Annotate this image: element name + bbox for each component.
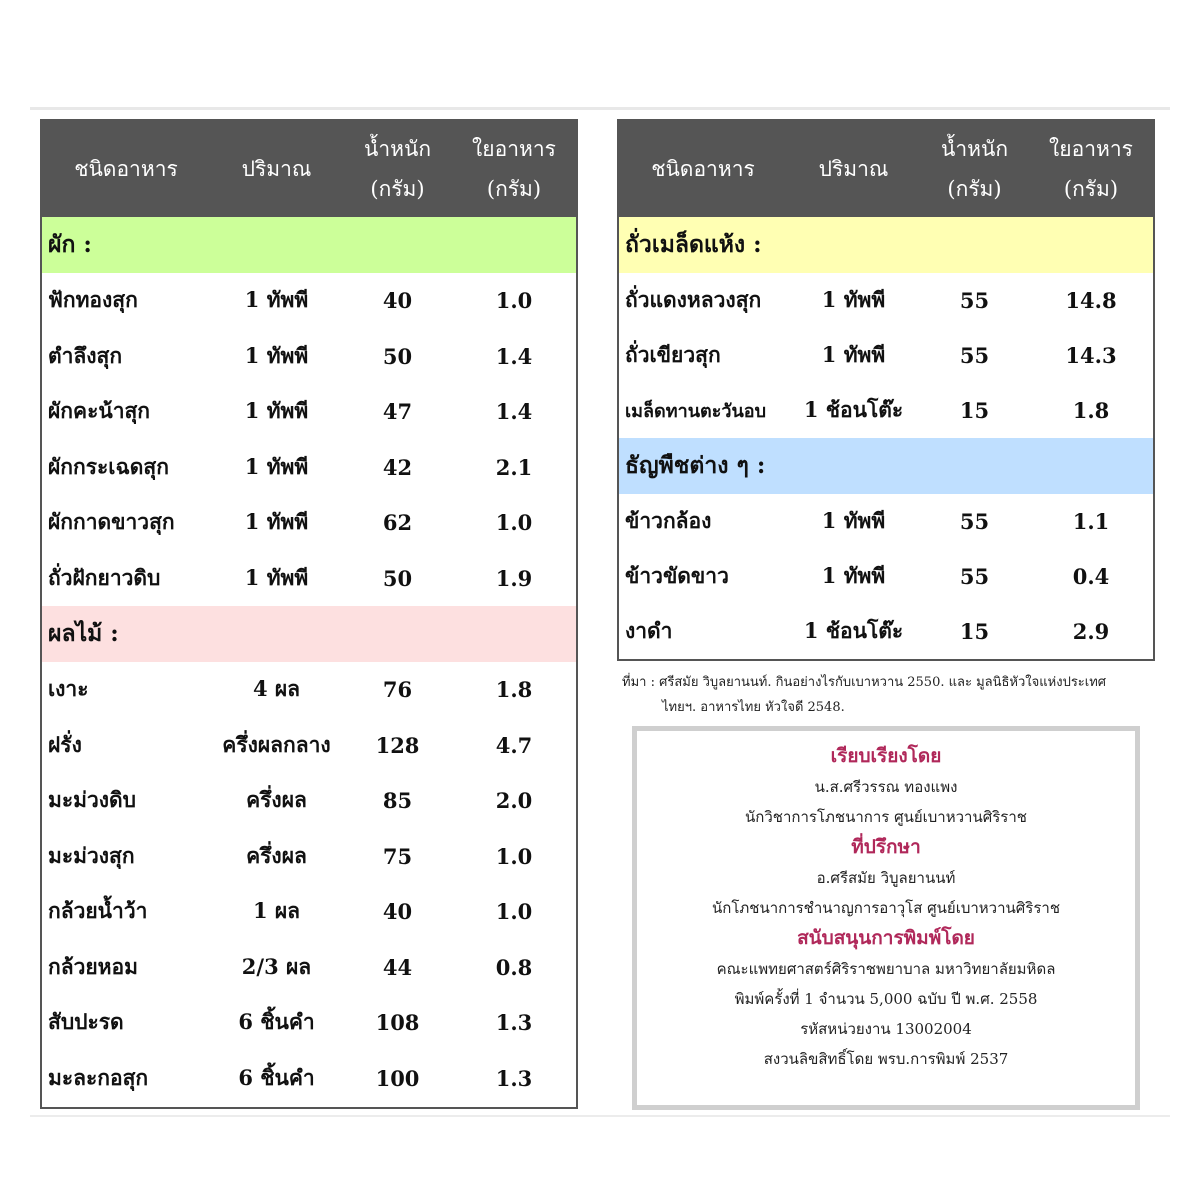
cell-amount: 6 ชิ้นคำ <box>238 1064 315 1090</box>
cell-amount: 1 ทัพพี <box>821 508 886 533</box>
cell-fiber: 1.8 <box>1072 398 1110 423</box>
cell-weight: 50 <box>382 565 413 591</box>
advisor-heading: ที่ปรึกษา <box>851 836 921 858</box>
table-row <box>42 884 576 940</box>
cell-fiber: 2.1 <box>495 454 533 480</box>
cell-weight: 128 <box>375 732 420 758</box>
header-weight-line2: (กรัม) <box>370 177 425 201</box>
cell-fiber: 1.0 <box>495 510 533 536</box>
cell-weight: 76 <box>382 677 413 703</box>
cell-weight: 15 <box>959 398 990 423</box>
cell-amount: 1 ทัพพี <box>821 563 886 588</box>
header-weight-line1: น้ำหนัก <box>363 137 432 161</box>
cell-food: ผักคะน้าสุก <box>48 398 151 424</box>
cell-food: เงาะ <box>48 676 89 702</box>
header-fiber <box>452 121 576 217</box>
cell-fiber: 1.0 <box>495 843 533 869</box>
cell-fiber: 0.4 <box>1072 564 1110 589</box>
cell-food: ถั่วฝักยาวดิบ <box>48 564 161 590</box>
table-row <box>42 829 576 885</box>
cell-amount: 2/3 ผล <box>241 953 312 979</box>
cell-fiber: 2.9 <box>1072 619 1110 644</box>
compiled-by-heading: เรียบเรียงโดย <box>830 745 942 767</box>
cell-weight: 47 <box>382 399 413 425</box>
cell-food: ฟักทองสุก <box>48 287 138 313</box>
header-amount: ปริมาณ <box>818 157 889 181</box>
cell-weight: 55 <box>959 343 990 368</box>
cell-weight: 50 <box>382 343 413 369</box>
table-row <box>42 440 576 496</box>
header-fiber-line1: ใยอาหาร <box>472 137 556 161</box>
cell-fiber: 1.4 <box>495 343 533 369</box>
table-header <box>42 121 576 217</box>
bottom-divider <box>30 1115 1170 1117</box>
table-row <box>619 604 1153 659</box>
cell-fiber: 1.9 <box>495 565 533 591</box>
table-row <box>42 329 576 385</box>
cell-fiber: 1.8 <box>495 677 533 703</box>
credits-box <box>632 726 1140 1110</box>
cell-weight: 75 <box>382 843 413 869</box>
table-row <box>619 549 1153 604</box>
cell-fiber: 1.0 <box>495 899 533 925</box>
cell-food: ผักกระเฉดสุก <box>48 453 169 479</box>
cell-amount: 1 ทัพพี <box>244 398 309 424</box>
cell-fiber: 14.8 <box>1065 288 1117 313</box>
header-food: ชนิดอาหาร <box>74 157 178 181</box>
cell-weight: 55 <box>959 288 990 313</box>
table-row <box>42 773 576 829</box>
cell-food: กล้วยหอม <box>48 953 138 979</box>
cell-weight: 55 <box>959 564 990 589</box>
cell-food: เมล็ดทานตะวันอบ <box>625 401 767 422</box>
cell-amount: 1 ทัพพี <box>244 342 309 368</box>
cell-amount: ครึ่งผลกลาง <box>222 731 331 757</box>
header-fiber-line1: ใยอาหาร <box>1049 137 1133 161</box>
cell-food: ฝรั่ง <box>48 731 82 757</box>
cell-weight: 42 <box>382 454 413 480</box>
table-row <box>619 328 1153 383</box>
table-row <box>619 494 1153 549</box>
cell-weight: 44 <box>382 954 413 980</box>
cell-fiber: 0.8 <box>495 954 533 980</box>
fiber-table-left <box>40 119 578 1109</box>
table-row <box>42 662 576 718</box>
cell-food: ข้าวขัดขาว <box>625 563 729 588</box>
cell-fiber: 1.3 <box>495 1065 533 1091</box>
cell-food: มะม่วงสุก <box>48 842 135 868</box>
source-line-1: ที่มา : ศรีสมัย วิบูลยานนท์. กินอย่างไรกับเบาหวาน 2550. และ มูลนิธิหัวใจแห่งประเทศ <box>622 675 1107 690</box>
table-row <box>42 1051 576 1107</box>
cell-amount: 1 ช้อนโต๊ะ <box>803 397 904 422</box>
table-row <box>619 273 1153 328</box>
cell-weight: 85 <box>382 788 413 814</box>
compiled-role: นักวิชาการโภชนาการ ศูนย์เบาหวานศิริราช <box>745 808 1027 826</box>
cell-amount: 1 ทัพพี <box>244 509 309 535</box>
table-row <box>42 384 576 440</box>
cell-food: ถั่วเขียวสุก <box>625 342 721 367</box>
cell-amount: ครึ่งผล <box>246 842 307 868</box>
header-weight <box>343 121 452 217</box>
header-fiber <box>1029 121 1153 217</box>
cell-food: กล้วยน้ำว้า <box>48 898 148 924</box>
source-note <box>622 670 1142 720</box>
cell-food: งาดำ <box>625 618 673 643</box>
cell-fiber: 1.4 <box>495 399 533 425</box>
header-weight-line1: น้ำหนัก <box>940 137 1009 161</box>
print-info: พิมพ์ครั้งที่ 1 จำนวน 5,000 ฉบับ ปี พ.ศ. 2558 <box>734 990 1038 1008</box>
cell-amount: 1 ทัพพี <box>821 287 886 312</box>
copyright: สงวนลิขสิทธิ์โดย พรบ.การพิมพ์ 2537 <box>763 1050 1009 1068</box>
cell-food: ผักกาดขาวสุก <box>48 509 175 535</box>
cell-fiber: 4.7 <box>495 732 533 758</box>
table-row <box>619 383 1153 438</box>
cell-amount: 4 ผล <box>252 676 301 702</box>
top-divider <box>30 107 1170 110</box>
table-row <box>42 995 576 1051</box>
table-row <box>42 940 576 996</box>
table-row <box>42 273 576 329</box>
cell-amount: ครึ่งผล <box>246 787 307 813</box>
cell-weight: 55 <box>959 509 990 534</box>
cell-food: ตำลึงสุก <box>48 342 123 368</box>
cell-fiber: 14.3 <box>1065 343 1117 368</box>
cell-weight: 40 <box>382 288 413 314</box>
header-amount: ปริมาณ <box>241 157 312 181</box>
cell-weight: 15 <box>959 619 990 644</box>
cell-food: ถั่วแดงหลวงสุก <box>625 287 762 312</box>
header-fiber-line2: (กรัม) <box>486 177 542 201</box>
table-row <box>42 551 576 607</box>
source-line-2: ไทยฯ. อาหารไทย หัวใจดี 2548. <box>662 700 845 715</box>
section-vegetables: ผัก : <box>42 217 576 273</box>
cell-food: มะม่วงดิบ <box>48 787 136 813</box>
fiber-table-right <box>617 119 1155 661</box>
cell-weight: 100 <box>375 1065 420 1091</box>
cell-fiber: 1.3 <box>495 1010 533 1036</box>
cell-food: มะละกอสุก <box>48 1064 149 1090</box>
cell-amount: 1 ทัพพี <box>821 342 886 367</box>
cell-amount: 1 ทัพพี <box>244 564 309 590</box>
cell-amount: 1 ช้อนโต๊ะ <box>803 618 904 643</box>
table-header <box>619 121 1153 217</box>
cell-fiber: 1.0 <box>495 288 533 314</box>
header-weight-line2: (กรัม) <box>947 177 1002 201</box>
cell-weight: 40 <box>382 899 413 925</box>
cell-weight: 108 <box>375 1010 420 1036</box>
support-org: คณะแพทยศาสตร์ศิริราชพยาบาล มหาวิทยาลัยมหิดล <box>716 960 1056 978</box>
cell-amount: 6 ชิ้นคำ <box>238 1009 315 1035</box>
header-fiber-line2: (กรัม) <box>1063 177 1119 201</box>
cell-fiber: 1.1 <box>1072 509 1110 534</box>
cell-food: ข้าวกล้อง <box>625 508 712 533</box>
header-weight <box>920 121 1029 217</box>
cell-food: สับปะรด <box>48 1009 124 1035</box>
cell-amount: 1 ผล <box>252 898 301 924</box>
compiled-name: น.ส.ศรีวรรณ ทองแพง <box>814 778 958 796</box>
table-row <box>42 718 576 774</box>
table-row <box>42 495 576 551</box>
advisor-role: นักโภชนาการชำนาญการอาวุโส ศูนย์เบาหวานศิริราช <box>711 899 1061 917</box>
cell-amount: 1 ทัพพี <box>244 287 309 313</box>
support-heading: สนับสนุนการพิมพ์โดย <box>797 927 975 949</box>
unit-code: รหัสหน่วยงาน 13002004 <box>800 1020 972 1038</box>
section-grains: ธัญพืชต่าง ๆ : <box>619 438 1153 494</box>
header-food: ชนิดอาหาร <box>651 157 755 181</box>
cell-weight: 62 <box>382 510 413 536</box>
cell-amount: 1 ทัพพี <box>244 453 309 479</box>
section-fruits: ผลไม้ : <box>42 606 576 662</box>
advisor-name: อ.ศรีสมัย วิบูลยานนท์ <box>816 869 956 887</box>
cell-fiber: 2.0 <box>495 788 533 814</box>
section-dried-beans: ถั่วเมล็ดแห้ง : <box>619 217 1153 273</box>
